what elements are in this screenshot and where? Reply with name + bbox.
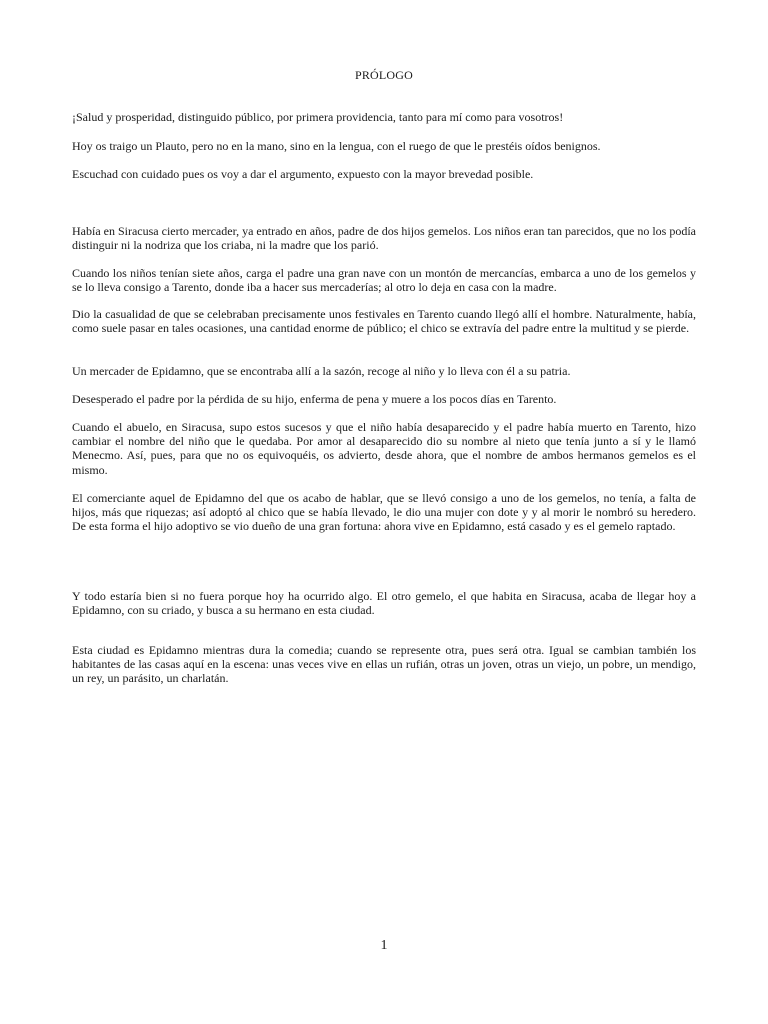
paragraph-festivales: Dio la casualidad de que se celebraban precisamente unos festivales en Tarento cuando llegó allí el hombre. Naturalmente, había, como suele pasar en tales ocasiones, una cantidad enorme de público; el chico se extravía del padre entre la multitud y se pierde.: [72, 307, 696, 336]
paragraph-siete-anos: Cuando los niños tenían siete años, carga el padre una gran nave con un montón de mercancías, embarca a uno de los gemelos y se lo lleva consigo a Tarento, donde iba a hacer sus mercaderías; al otro lo deja en casa con la madre.: [72, 266, 696, 295]
paragraph-comerciante: El comerciante aquel de Epidamno del que os acabo de hablar, que se llevó consigo a uno de los gemelos, no tenía, a falta de hijos, más que riquezas; así adoptó al chico que se había llevado, le dio una mujer con dote y y al morir le nombró su heredero. De esta forma el hijo adoptivo se vio dueño de una gran fortuna: ahora vive en Epidamno, está casado y es el gemelo raptado.: [72, 491, 696, 534]
paragraph-argumento: Escuchad con cuidado pues os voy a dar el argumento, expuesto con la mayor brevedad posible.: [72, 167, 534, 181]
paragraph-epidamno-mercader: Un mercader de Epidamno, que se encontraba allí a la sazón, recoge al niño y lo lleva con él a su patria.: [72, 364, 571, 378]
paragraph-abuelo: Cuando el abuelo, en Siracusa, supo estos sucesos y que el niño había desaparecido y el padre había muerto en Tarento, hizo cambiar el nombre del niño que le quedaba. Por amor al desaparecido dio su nombre al nieto que tenía junto a sí y le llamó Menecmo. Así, pues, para que no os equivoquéis, os advierto, desde ahora, que el nombre de ambos hermanos gemelos es el mismo.: [72, 420, 696, 477]
paragraph-desesperado: Desesperado el padre por la pérdida de su hijo, enferma de pena y muere a los pocos días en Tarento.: [72, 392, 557, 406]
paragraph-plauto: Hoy os traigo un Plauto, pero no en la mano, sino en la lengua, con el ruego de que le prestéis oídos benignos.: [72, 139, 601, 153]
page-title: PRÓLOGO: [354, 68, 414, 82]
paragraph-ciudad: Esta ciudad es Epidamno mientras dura la comedia; cuando se represente otra, pues será otra. Igual se cambian también los habitantes de las casas aquí en la escena: unas veces vive en ellas un rufián, otras un joven, otras un viejo, un pobre, un mendigo, un rey, un parásito, un charlatán.: [72, 643, 696, 686]
document-page: [72, 0, 696, 1024]
paragraph-salutation: ¡Salud y prosperidad, distinguido público, por primera providencia, tanto para mí como para vosotros!: [72, 110, 564, 124]
page-number: 1: [380, 938, 388, 953]
paragraph-mercader: Había en Siracusa cierto mercader, ya entrado en años, padre de dos hijos gemelos. Los niños eran tan parecidos, que no los podía distinguir ni la nodriza que los criaba, ni la madre que los parió.: [72, 224, 696, 253]
paragraph-otro-gemelo: Y todo estaría bien si no fuera porque hoy ha ocurrido algo. El otro gemelo, el que habita en Siracusa, acaba de llegar hoy a Epidamno, con su criado, y busca a su hermano en esta ciudad.: [72, 589, 696, 618]
